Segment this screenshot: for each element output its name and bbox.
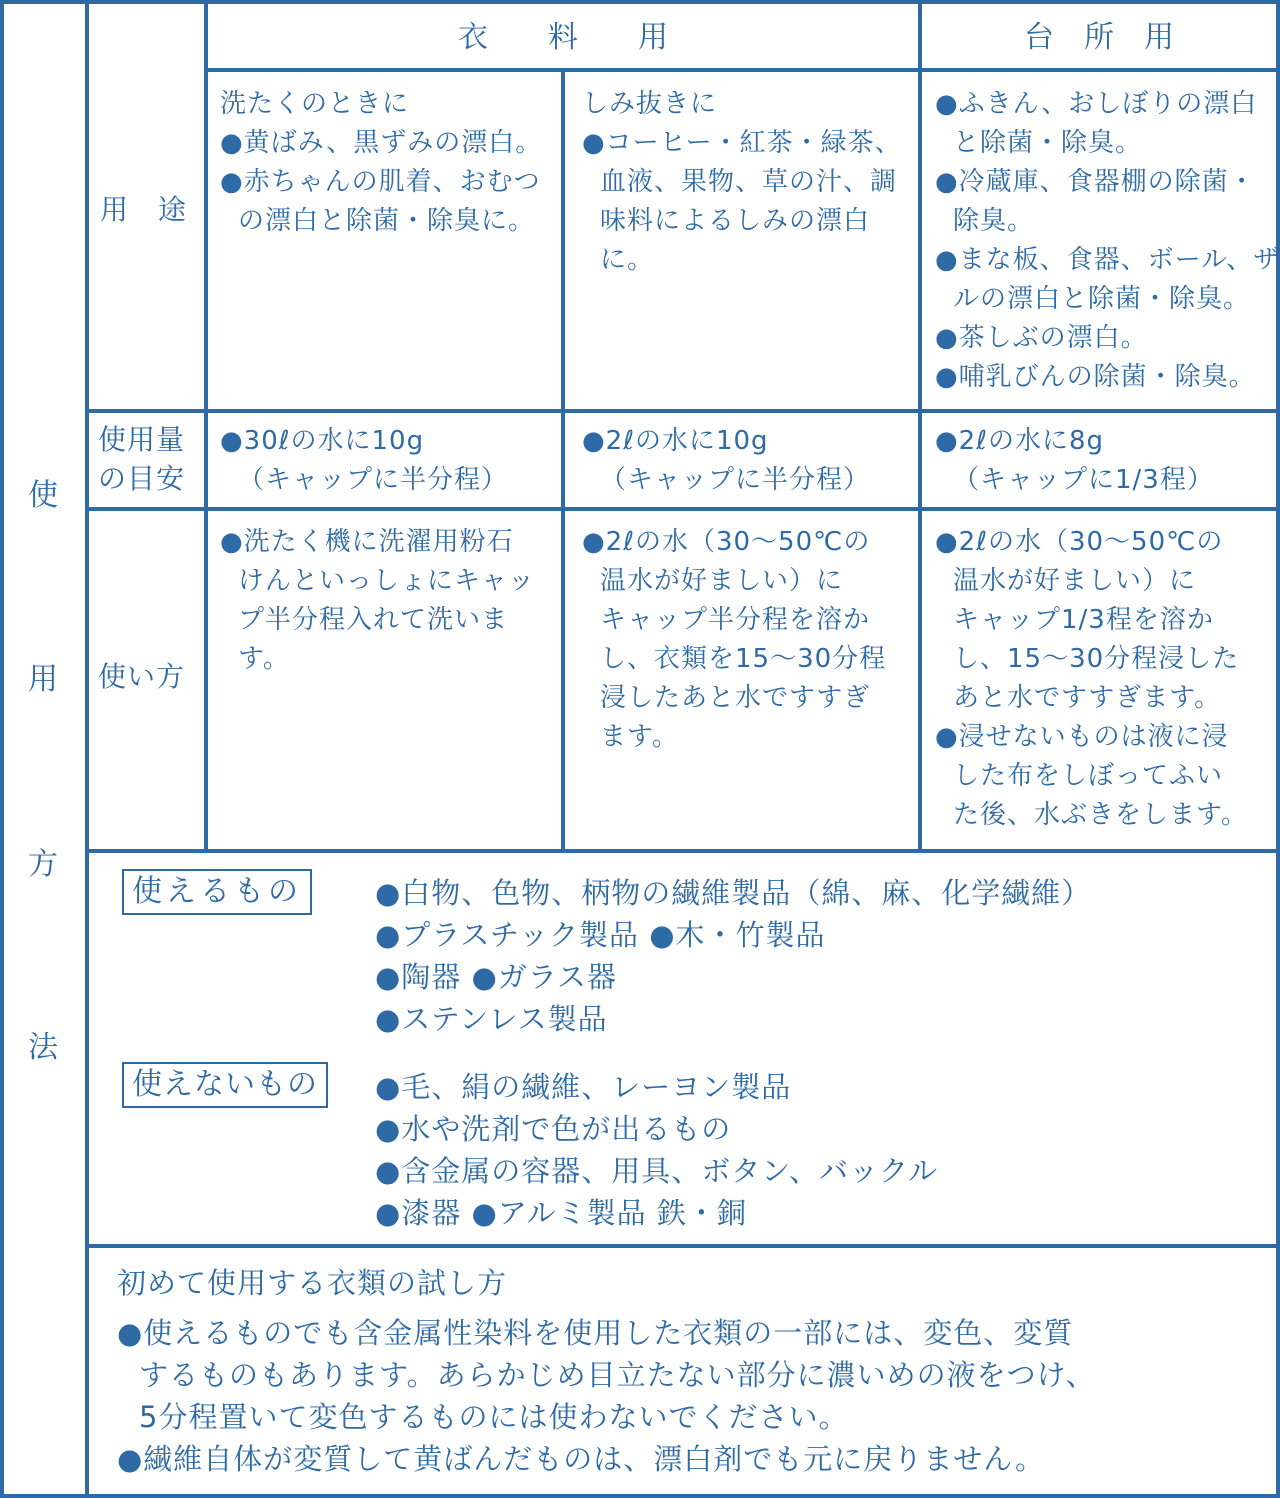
row-label-purpose: 用 途 [100,193,188,226]
divider [204,0,208,852]
bullet: ●浸せないものは液に浸 した布をしぼってふい た後、水ぶきをします。 [935,722,1248,830]
divider [204,68,1280,72]
divider [85,409,1280,413]
divider [85,0,89,1498]
bullet: ●洗たく機に洗濯用粉石 けんといっしょにキャッ プ半分程入れて洗いま す。 [220,527,536,674]
list-item: ●漆器 ●アルミ製品 鉄・銅 [375,1196,747,1230]
border-top [0,0,1280,4]
not-usable-label: 使えないもの [122,1062,328,1108]
side-title-char: 法 [28,1030,58,1065]
bullet: ●2ℓの水（30〜50℃の 温水が好ましい）に キャップ半分程を溶か し、衣類を15〜30分程 浸したあと水ですすぎ ます。 [582,527,887,752]
header-kitchen: 台 所 用 [1024,20,1174,55]
list-item: ●毛、絹の繊維、レーヨン製品 [375,1070,792,1104]
how-to-use-laundry [220,523,535,679]
row-label-amount: 使用量 の目安 [98,423,186,495]
bullet: ●まな板、食器、ボール、ザ ルの漂白と除菌・除臭。 [935,245,1280,314]
list-item: ●白物、色物、柄物の繊維製品（綿、麻、化学繊維） [375,876,1092,910]
purpose-laundry [220,85,542,241]
amount-laundry: ●30ℓの水に10g （キャップに半分程） [220,426,509,495]
list-item: ●含金属の容器、用具、ボタン、バックル [375,1154,939,1188]
list-item: ●プラスチック製品 ●木・竹製品 [375,918,826,952]
divider [561,69,565,852]
bullet: ●コーヒー・紅茶・緑茶、 血液、果物、草の汁、調 味料によるしみの漂白 に。 [582,128,902,275]
bullet: ●使えるものでも含金属性染料を使用した衣類の一部には、変色、変質 するものもあります。あらかじめ目立たない部分に濃いめの液をつけ、 5分程置いて変色するものには使わないでください。 [117,1316,1096,1434]
bullet: ●2ℓの水（30〜50℃の 温水が好ましい）に キャップ1/3程を溶か し、15〜30分程浸した あと水ですすぎます。 [935,527,1240,713]
how-to-use-stain [582,523,886,757]
usable-label: 使えるもの [122,869,312,915]
purpose-kitchen [935,85,1280,397]
bullet: ●黄ばみ、黒ずみの漂白。 [220,128,543,158]
purpose-laundry-heading: 洗たくのときに [220,89,410,119]
amount-stain: ●2ℓの水に10g （キャップに半分程） [582,426,871,495]
divider [85,507,1280,511]
header-clothing: 衣 料 用 [458,20,668,55]
border-left [0,0,4,1498]
side-title-char: 方 [28,847,58,882]
divider [85,1244,1280,1248]
not-usable-list [375,1066,938,1234]
amount-kitchen: ●2ℓの水に8g （キャップに1/3程） [935,426,1214,495]
purpose-stain [582,85,902,280]
divider [85,849,1280,853]
trial-section [117,1262,1096,1480]
purpose-stain-heading: しみ抜きに [582,89,718,119]
how-to-use-kitchen [935,523,1248,835]
usable-list [375,872,1091,1040]
bullet: ●ふきん、おしぼりの漂白 と除菌・除臭。 [935,89,1258,158]
bullet: ●繊維自体が変質して黄ばんだものは、漂白剤でも元に戻りません。 [117,1442,1046,1476]
bullet: ●茶しぶの漂白。 [935,323,1148,353]
bullet: ●赤ちゃんの肌着、おむつ の漂白と除菌・除臭に。 [220,167,541,236]
bullet: ●冷蔵庫、食器棚の除菌・ 除臭。 [935,167,1256,236]
row-label-how-to-use: 使い方 [98,660,186,693]
list-item: ●水や洗剤で色が出るもの [375,1112,732,1146]
divider [918,0,922,852]
border-bottom [0,1494,1280,1498]
list-item: ●陶器 ●ガラス器 [375,960,617,994]
list-item: ●ステンレス製品 [375,1002,608,1036]
trial-title: 初めて使用する衣類の試し方 [117,1266,508,1300]
side-title-char: 用 [28,662,58,697]
bullet: ●哺乳びんの除菌・除臭。 [935,362,1256,392]
side-title-char: 使 [28,478,58,513]
